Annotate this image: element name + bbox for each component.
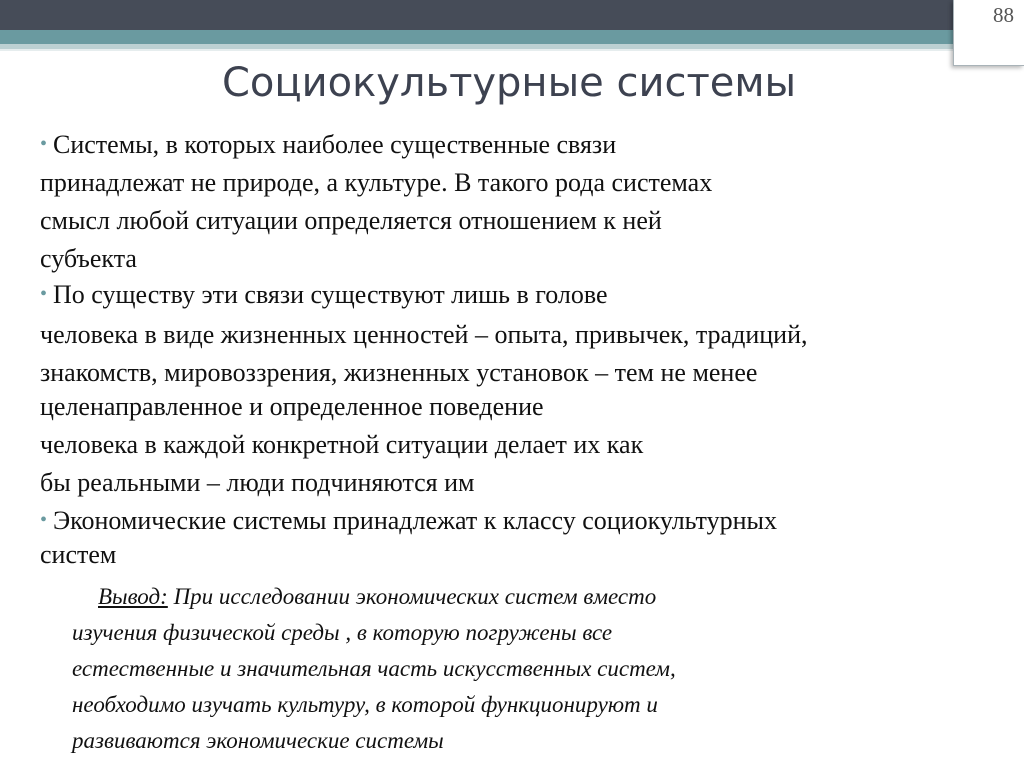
conclusion-line: [72, 728, 444, 754]
slide-title: Социокультурные системы: [222, 60, 797, 106]
body-line: [40, 430, 643, 460]
header-bar-thin: [0, 49, 1024, 51]
body-line: [40, 168, 712, 198]
body-line-text: целенаправленное и определенное поведение: [40, 392, 544, 421]
bullet-icon: •: [40, 133, 48, 155]
conclusion-line: [72, 656, 676, 682]
body-line: [40, 506, 777, 536]
page-number: 88: [993, 3, 1014, 27]
body-line-text: По существу эти связи существуют лишь в голове: [53, 280, 608, 309]
conclusion-line-text: развиваются экономические системы: [72, 728, 444, 753]
body-line: [40, 468, 475, 498]
page-number-tab: [953, 0, 1024, 66]
conclusion-line: [72, 692, 658, 718]
body-line-text: смысл любой ситуации определяется отношением к ней: [40, 206, 662, 235]
body-line: [40, 244, 137, 274]
conclusion-line-text: необходимо изучать культуру, в которой функционируют и: [72, 692, 658, 717]
body-line: [40, 130, 616, 160]
bullet-icon: •: [40, 509, 48, 531]
header-bar-dark: [0, 0, 1024, 30]
body-line-text: принадлежат не природе, а культуре. В такого рода системах: [40, 168, 713, 197]
conclusion-label: Вывод:: [98, 584, 168, 609]
body-line: [40, 280, 608, 310]
body-line-text: человека в виде жизненных ценностей – опыта, привычек, традиций,: [40, 320, 808, 349]
body-line: [40, 206, 662, 236]
header-bar-accent: [0, 30, 1024, 44]
conclusion-line-text: естественные и значительная часть искусственных систем,: [72, 656, 676, 681]
body-line: [40, 320, 807, 350]
body-line-text: знакомств, мировоззрения, жизненных установок – тем не менее: [40, 358, 758, 387]
body-line-text: человека в каждой конкретной ситуации делает их как: [40, 430, 644, 459]
conclusion-line-text: При исследовании экономических систем вместо: [173, 584, 657, 609]
body-line-text: бы реальными – люди подчиняются им: [40, 468, 475, 497]
body-line: [40, 540, 116, 570]
conclusion-line-text: изучения физической среды , в которую погружены все: [72, 620, 613, 645]
body-line-text: субъекта: [40, 244, 137, 273]
conclusion-line: [98, 584, 656, 610]
body-line-text: систем: [40, 540, 117, 569]
body-line-text: Экономические системы принадлежат к классу социокультурных: [53, 506, 777, 535]
body-line: [40, 392, 544, 422]
body-line: [40, 358, 757, 388]
conclusion-line: [72, 620, 612, 646]
body-line-text: Системы, в которых наиболее существенные связи: [53, 130, 617, 159]
bullet-icon: •: [40, 283, 48, 305]
